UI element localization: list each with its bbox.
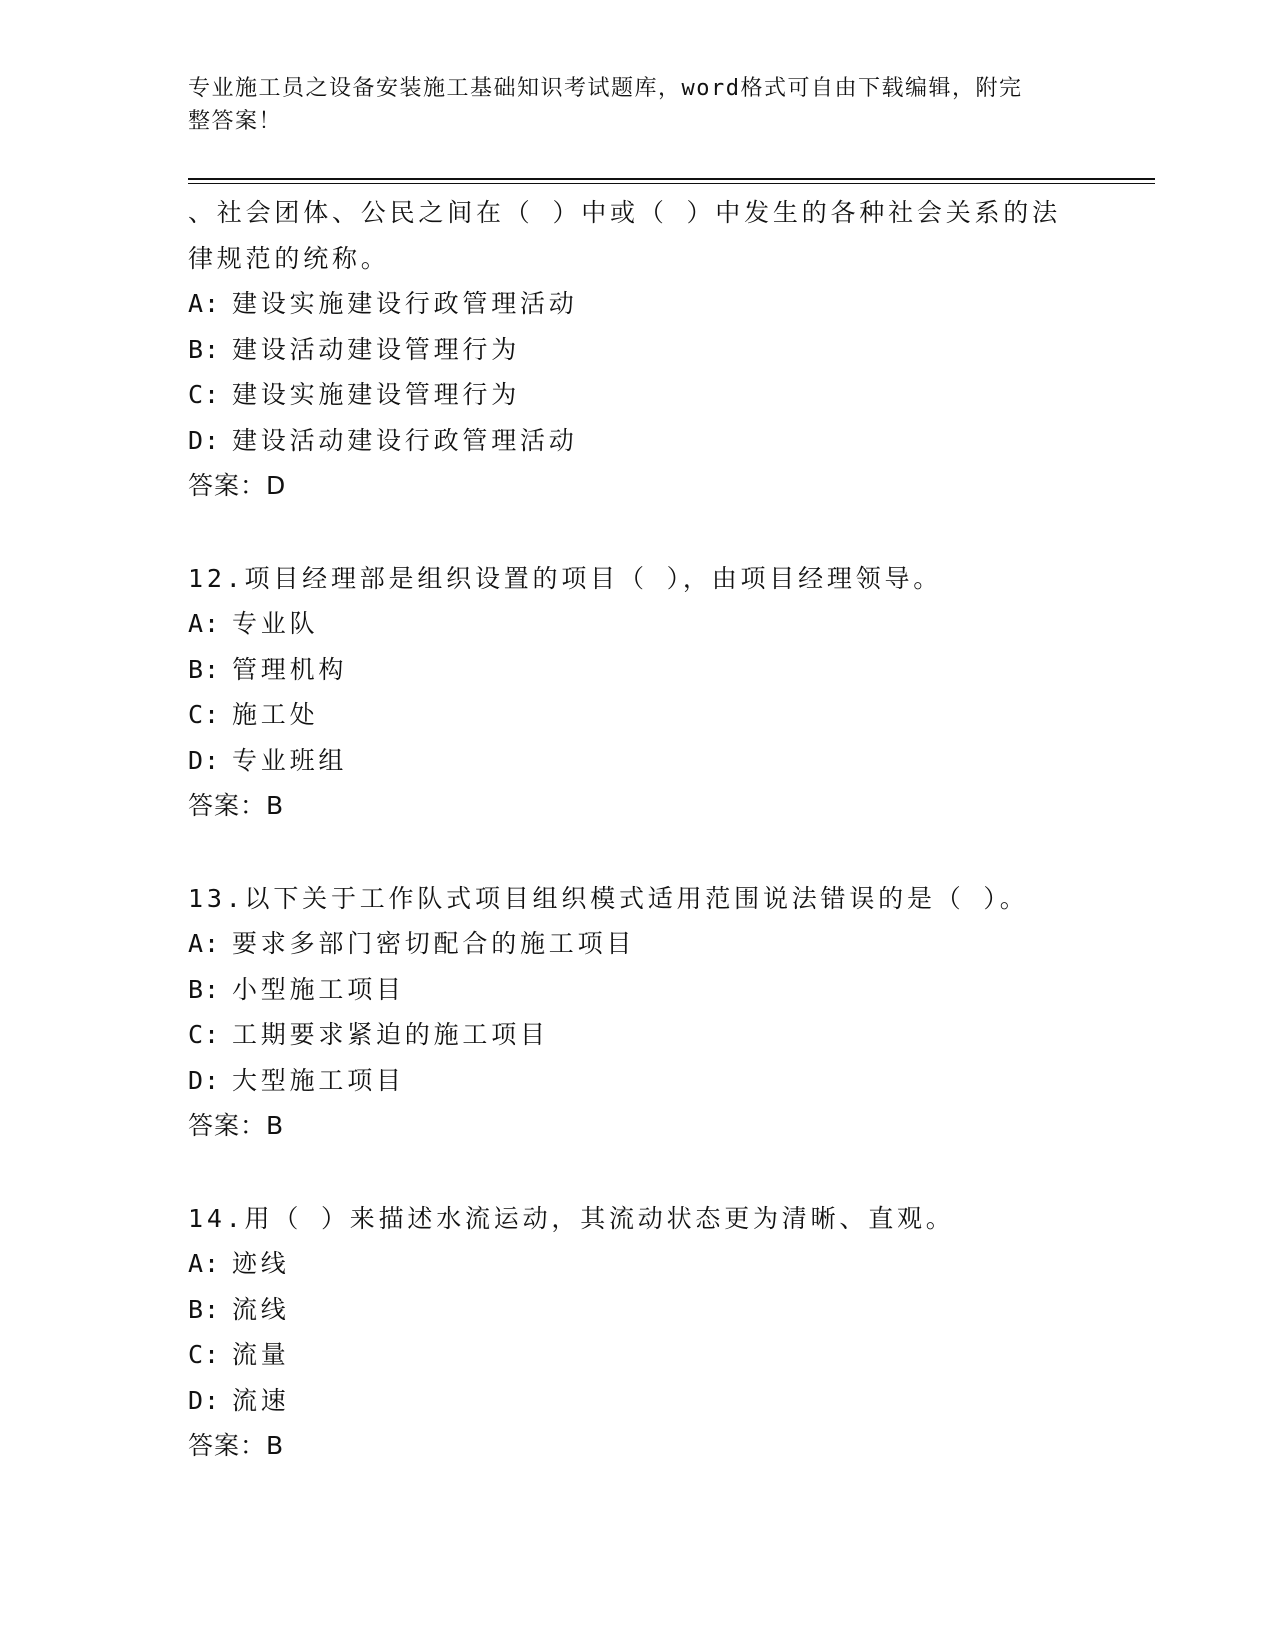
option-label: D: — [188, 745, 221, 775]
option-label: A: — [188, 929, 221, 958]
option-text: 工期要求紧迫的施工项目 — [232, 1020, 549, 1049]
option-text: 流速 — [232, 1385, 290, 1415]
option-text: 小型施工项目 — [232, 974, 405, 1004]
option-b — [188, 327, 1088, 373]
option-text: 建设实施建设行政管理活动 — [232, 289, 578, 318]
option-a — [188, 1241, 1088, 1287]
option-text: 管理机构 — [232, 654, 348, 684]
option-d — [188, 1058, 1088, 1104]
option-text: 流线 — [232, 1294, 290, 1324]
option-text: 建设活动建设管理行为 — [232, 334, 521, 364]
spacer — [188, 509, 1088, 556]
option-text: 专业班组 — [232, 745, 348, 775]
option-text: 要求多部门密切配合的施工项目 — [232, 929, 636, 958]
option-d — [188, 418, 1088, 464]
header-line-1: 专业施工员之设备安装施工基础知识考试题库，word格式可自由下载编辑，附完 — [188, 76, 1023, 101]
option-label: A: — [188, 1249, 221, 1278]
spacer — [188, 829, 1088, 876]
question-stem: 、社会团体、公民之间在（ ）中或（ ）中发生的各种社会关系的法 — [188, 198, 1061, 227]
option-c — [188, 1012, 1088, 1058]
option-text: 施工处 — [232, 700, 319, 729]
option-label: A: — [188, 289, 221, 318]
spacer — [188, 1149, 1088, 1196]
header-divider-thick — [188, 178, 1155, 180]
option-c — [188, 1332, 1088, 1378]
option-text: 建设实施建设管理行为 — [232, 380, 521, 409]
question-stem: 律规范的统称。 — [188, 243, 390, 273]
option-label: B: — [188, 1294, 221, 1324]
question-list — [188, 190, 1088, 1469]
option-d — [188, 1378, 1088, 1424]
option-b — [188, 647, 1088, 693]
option-text: 建设活动建设行政管理活动 — [232, 425, 578, 455]
option-label: D: — [188, 1065, 221, 1095]
question-stem: 13.以下关于工作队式项目组织模式适用范围说法错误的是（ ）。 — [188, 883, 1029, 913]
question-stem: 12.项目经理部是组织设置的项目（ ），由项目经理领导。 — [188, 563, 943, 593]
answer-line: 答案：B — [188, 1111, 285, 1140]
option-b — [188, 967, 1088, 1013]
option-label: C: — [188, 700, 221, 729]
option-label: B: — [188, 334, 221, 364]
answer-line: 答案：B — [188, 1431, 285, 1460]
option-label: C: — [188, 380, 221, 409]
question-stem: 14.用（ ）来描述水流运动，其流动状态更为清晰、直观。 — [188, 1203, 955, 1233]
option-text: 专业队 — [232, 609, 319, 638]
option-text: 流量 — [232, 1340, 290, 1369]
question-block — [188, 876, 1088, 1149]
option-text: 大型施工项目 — [232, 1065, 405, 1095]
option-d — [188, 738, 1088, 784]
option-label: D: — [188, 425, 221, 455]
option-text: 迹线 — [232, 1249, 290, 1278]
option-a — [188, 921, 1088, 967]
option-a — [188, 281, 1088, 327]
option-c — [188, 372, 1088, 418]
option-label: C: — [188, 1340, 221, 1369]
answer-line: 答案：B — [188, 791, 285, 820]
answer-line: 答案：D — [188, 471, 287, 500]
option-label: A: — [188, 609, 221, 638]
option-label: D: — [188, 1385, 221, 1415]
document-header — [188, 72, 1068, 138]
option-label: B: — [188, 974, 221, 1004]
question-block — [188, 1196, 1088, 1469]
header-divider-thin — [188, 183, 1155, 184]
option-label: C: — [188, 1020, 221, 1049]
question-block — [188, 556, 1088, 829]
option-c — [188, 692, 1088, 738]
option-label: B: — [188, 654, 221, 684]
header-line-2: 整答案！ — [188, 109, 283, 134]
option-b — [188, 1287, 1088, 1333]
option-a — [188, 601, 1088, 647]
question-block — [188, 190, 1088, 509]
